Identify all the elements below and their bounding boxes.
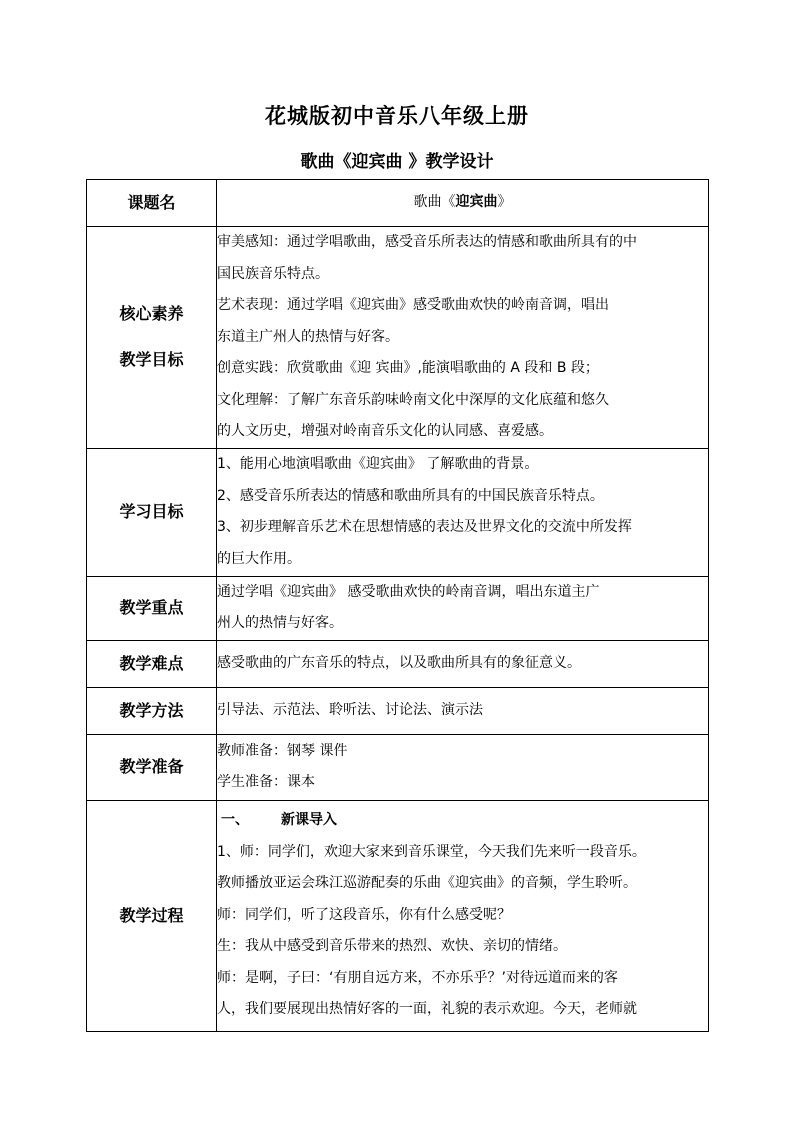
label-difficulties: 教学难点 bbox=[87, 640, 217, 687]
core-objectives-text bbox=[217, 227, 709, 449]
core-line: 国民族音乐特点。 bbox=[217, 265, 329, 282]
section-title: 新课导入 bbox=[281, 812, 337, 829]
core-line: 的人文历史，增强对岭南音乐文化的认同感、喜爱感。 bbox=[217, 423, 553, 439]
topic-suffix: 》 bbox=[497, 194, 512, 211]
preparation-line: 学生准备：课本 bbox=[217, 774, 315, 790]
label-core-line2: 教学目标 bbox=[119, 350, 184, 370]
process-line: 师：同学们，听了这段音乐，你有什么感受呢？ bbox=[217, 906, 511, 923]
row-learning-objectives bbox=[87, 448, 709, 576]
label-methods: 教学方法 bbox=[87, 687, 217, 734]
process-line: 教师播放亚运会珠江巡游配奏的乐曲《迎宾曲》的音频，学生聆听。 bbox=[217, 875, 637, 892]
process-text bbox=[217, 800, 709, 1031]
key-points-line: 通过学唱《迎宾曲》 感受歌曲欢快的岭南音调，唱出东道主广 bbox=[217, 583, 600, 600]
label-topic: 课题名 bbox=[87, 180, 217, 227]
core-line: 创意实践：欣赏歌曲《迎 宾曲》,能演唱歌曲的 A 段和 B 段； bbox=[217, 360, 599, 376]
row-preparation bbox=[87, 734, 709, 800]
topic-value bbox=[217, 180, 709, 227]
process-line: 人，我们要展现出热情好客的一面，礼貌的表示欢迎。今天，老师就 bbox=[217, 1001, 637, 1018]
row-topic bbox=[87, 180, 709, 227]
learning-line: 2、感受音乐所表达的情感和歌曲所具有的中国民族音乐特点。 bbox=[217, 487, 604, 504]
core-line: 艺术表现：通过学唱《迎宾曲》感受歌曲欢快的岭南音调，唱出 bbox=[217, 297, 609, 313]
preparation-line: 教师准备：钢琴 课件 bbox=[217, 742, 348, 759]
label-learning-objectives: 学习目标 bbox=[87, 448, 217, 576]
key-points-line: 州人的热情与好客。 bbox=[217, 615, 343, 631]
difficulties-text bbox=[217, 640, 709, 687]
label-preparation: 教学准备 bbox=[87, 734, 217, 800]
document-title: 花城版初中音乐八年级上册 bbox=[265, 103, 529, 128]
methods-text bbox=[217, 687, 709, 734]
core-line: 审美感知：通过学唱歌曲，感受音乐所表达的情感和歌曲所具有的中 bbox=[217, 234, 637, 250]
core-line: 文化理解：了解广东音乐韵味岭南文化中深厚的文化底蕴和悠久 bbox=[217, 391, 609, 408]
learning-line: 1、能用心地演唱歌曲《迎宾曲》 了解歌曲的背景。 bbox=[217, 456, 539, 472]
label-key-points: 教学重点 bbox=[87, 576, 217, 640]
key-points-text bbox=[217, 576, 709, 640]
core-line: 东道主广州人的热情与好客。 bbox=[217, 328, 399, 345]
topic-song-name: 迎宾曲 bbox=[455, 194, 498, 211]
process-line: 1、师：同学们，欢迎大家来到音乐课堂，今天我们先来听一段音乐。 bbox=[217, 843, 646, 860]
row-process bbox=[87, 800, 709, 1031]
row-core-objectives bbox=[87, 227, 709, 449]
lesson-plan-table bbox=[86, 179, 709, 1032]
methods-line: 引导法、示范法、聆听法、讨论法、演示法 bbox=[217, 701, 483, 718]
learning-line: 的巨大作用。 bbox=[217, 550, 301, 567]
label-process: 教学过程 bbox=[87, 800, 217, 1031]
learning-line: 3、初步理解音乐艺术在思想情感的表达及世界文化的交流中所发挥 bbox=[217, 519, 632, 535]
row-key-points bbox=[87, 576, 709, 640]
process-line: 生：我从中感受到音乐带来的热烈、欢快、亲切的情绪。 bbox=[217, 938, 567, 955]
row-methods bbox=[87, 687, 709, 734]
row-difficulties bbox=[87, 640, 709, 687]
process-line: 师：是啊，子曰：‘有朋自远方来，不亦乐乎？’对待远道而来的客 bbox=[217, 969, 618, 986]
label-core-line1: 核心素养 bbox=[119, 304, 184, 324]
difficulties-line: 感受歌曲的广东音乐的特点，以及歌曲所具有的象征意义。 bbox=[217, 654, 581, 671]
process-section-heading bbox=[217, 805, 708, 837]
section-number: 一、 bbox=[221, 812, 249, 829]
label-core-objectives bbox=[87, 227, 217, 449]
document-subtitle: 歌曲《迎宾曲 》教学设计 bbox=[300, 152, 494, 172]
learning-objectives-text bbox=[217, 448, 709, 576]
preparation-text bbox=[217, 734, 709, 800]
topic-prefix: 歌曲《 bbox=[413, 194, 456, 211]
